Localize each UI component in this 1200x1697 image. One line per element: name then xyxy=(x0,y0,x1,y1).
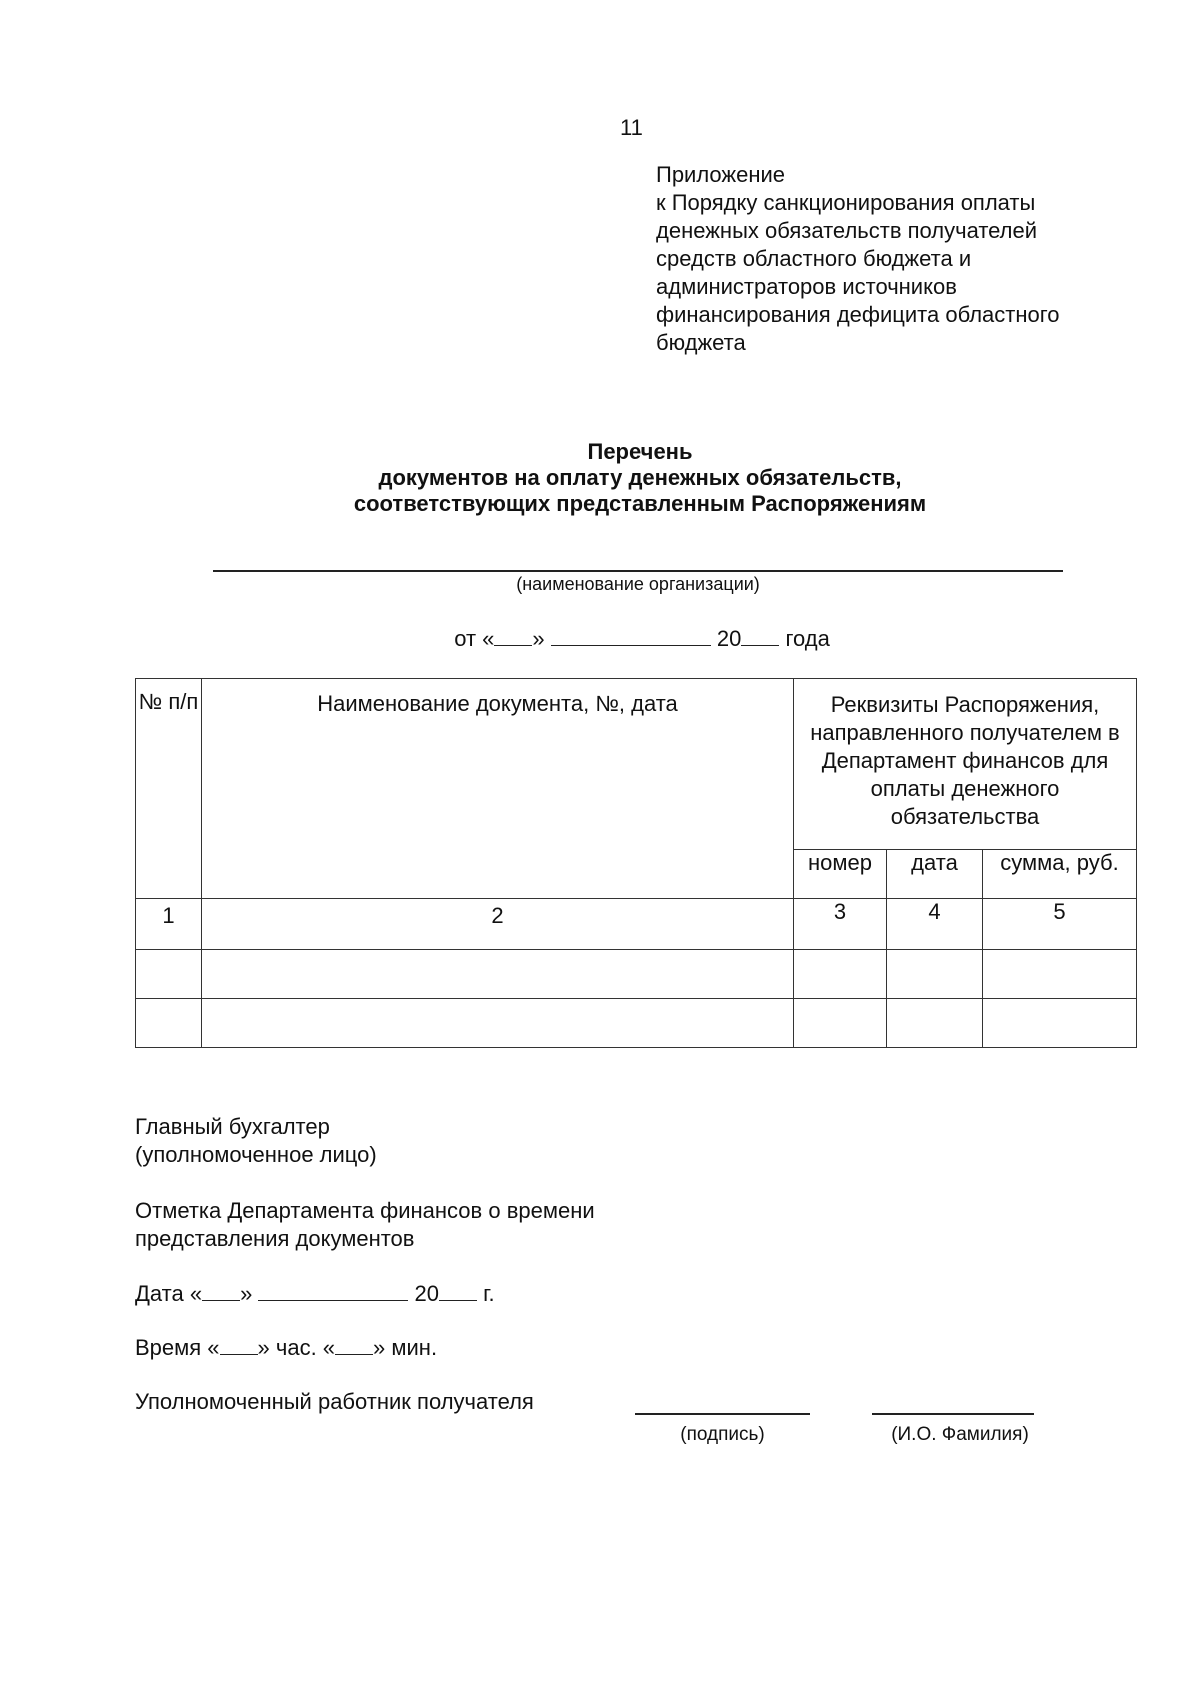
month-blank[interactable] xyxy=(551,625,711,646)
table-row xyxy=(136,950,1137,999)
title-line: соответствующих представленным Распоряжениям xyxy=(353,491,927,516)
table-cell[interactable] xyxy=(202,999,794,1048)
table-cell[interactable] xyxy=(983,999,1137,1048)
header-sub-number: номер xyxy=(794,850,887,899)
table-cell[interactable] xyxy=(794,950,887,999)
page-number: 11 xyxy=(620,115,643,140)
signature-caption: (подпись) xyxy=(680,1424,765,1445)
header-document: Наименование документа, №, дата xyxy=(202,679,794,899)
authorized-worker-label: Уполномоченный работник получателя xyxy=(135,1389,534,1414)
appendix-line: к Порядку санкционирования оплаты xyxy=(656,190,1036,215)
document-date-row xyxy=(0,625,1200,652)
appendix-line: Приложение xyxy=(656,162,786,187)
appendix-line: денежных обязательств получателей xyxy=(656,218,1038,243)
date-field-row xyxy=(135,1280,495,1308)
table-cell[interactable] xyxy=(887,950,983,999)
column-number: 2 xyxy=(202,899,794,950)
column-number-row xyxy=(136,899,1137,950)
date-suffix: г. xyxy=(477,1281,495,1306)
document-title xyxy=(200,439,1080,517)
date-label: Дата « xyxy=(135,1281,203,1306)
header-number: № п/п xyxy=(136,679,202,899)
date-year-prefix: 20 xyxy=(408,1281,440,1306)
authorized-person-label: (уполномоченное лицо) xyxy=(135,1142,377,1167)
time-minutes-label: » мин. xyxy=(373,1335,438,1360)
time-field-row xyxy=(135,1334,437,1362)
appendix-line: бюджета xyxy=(656,330,746,355)
date-prefix: от « xyxy=(454,626,495,651)
name-caption: (И.О. Фамилия) xyxy=(891,1424,1029,1445)
title-line: Перечень xyxy=(587,439,693,464)
signature-line[interactable] xyxy=(635,1413,810,1415)
column-number: 5 xyxy=(983,899,1137,950)
header-sub-date: дата xyxy=(887,850,983,899)
year-blank[interactable] xyxy=(439,1280,477,1301)
time-label: Время « xyxy=(135,1335,220,1360)
hours-blank[interactable] xyxy=(220,1334,258,1355)
chief-accountant-block xyxy=(135,1113,377,1169)
date-mid: » xyxy=(532,626,551,651)
documents-table xyxy=(135,678,1137,1048)
appendix-block xyxy=(656,161,1156,357)
year-prefix: 20 xyxy=(710,626,742,651)
header-requisites: Реквизиты Распоряжения, направленного получателем в Департамент финансов для оплаты денежного обязательства xyxy=(794,679,1137,850)
day-blank[interactable] xyxy=(494,625,532,646)
date-suffix: года xyxy=(779,626,830,651)
column-number: 1 xyxy=(136,899,202,950)
name-line[interactable] xyxy=(872,1413,1034,1415)
table-cell[interactable] xyxy=(794,999,887,1048)
organization-name-line[interactable] xyxy=(213,570,1063,572)
table-row xyxy=(136,999,1137,1048)
minutes-blank[interactable] xyxy=(335,1334,373,1355)
finance-mark-block xyxy=(135,1197,595,1253)
appendix-line: администраторов источников xyxy=(656,274,957,299)
month-blank[interactable] xyxy=(258,1280,408,1301)
day-blank[interactable] xyxy=(202,1280,240,1301)
chief-accountant-label: Главный бухгалтер xyxy=(135,1114,330,1139)
organization-caption: (наименование организации) xyxy=(516,574,760,594)
time-hours-label: » час. « xyxy=(257,1335,336,1360)
finance-mark-line: Отметка Департамента финансов о времени xyxy=(135,1198,595,1223)
header-sub-sum: сумма, руб. xyxy=(983,850,1137,899)
table-cell[interactable] xyxy=(136,999,202,1048)
table-cell[interactable] xyxy=(887,999,983,1048)
table-cell[interactable] xyxy=(983,950,1137,999)
column-number: 3 xyxy=(794,899,887,950)
finance-mark-line: представления документов xyxy=(135,1226,415,1251)
column-number: 4 xyxy=(887,899,983,950)
title-line: документов на оплату денежных обязательств, xyxy=(378,465,902,490)
table-cell[interactable] xyxy=(202,950,794,999)
table-cell[interactable] xyxy=(136,950,202,999)
date-mid: » xyxy=(240,1281,259,1306)
year-blank[interactable] xyxy=(741,625,779,646)
appendix-line: средств областного бюджета и xyxy=(656,246,972,271)
appendix-line: финансирования дефицита областного xyxy=(656,302,1060,327)
